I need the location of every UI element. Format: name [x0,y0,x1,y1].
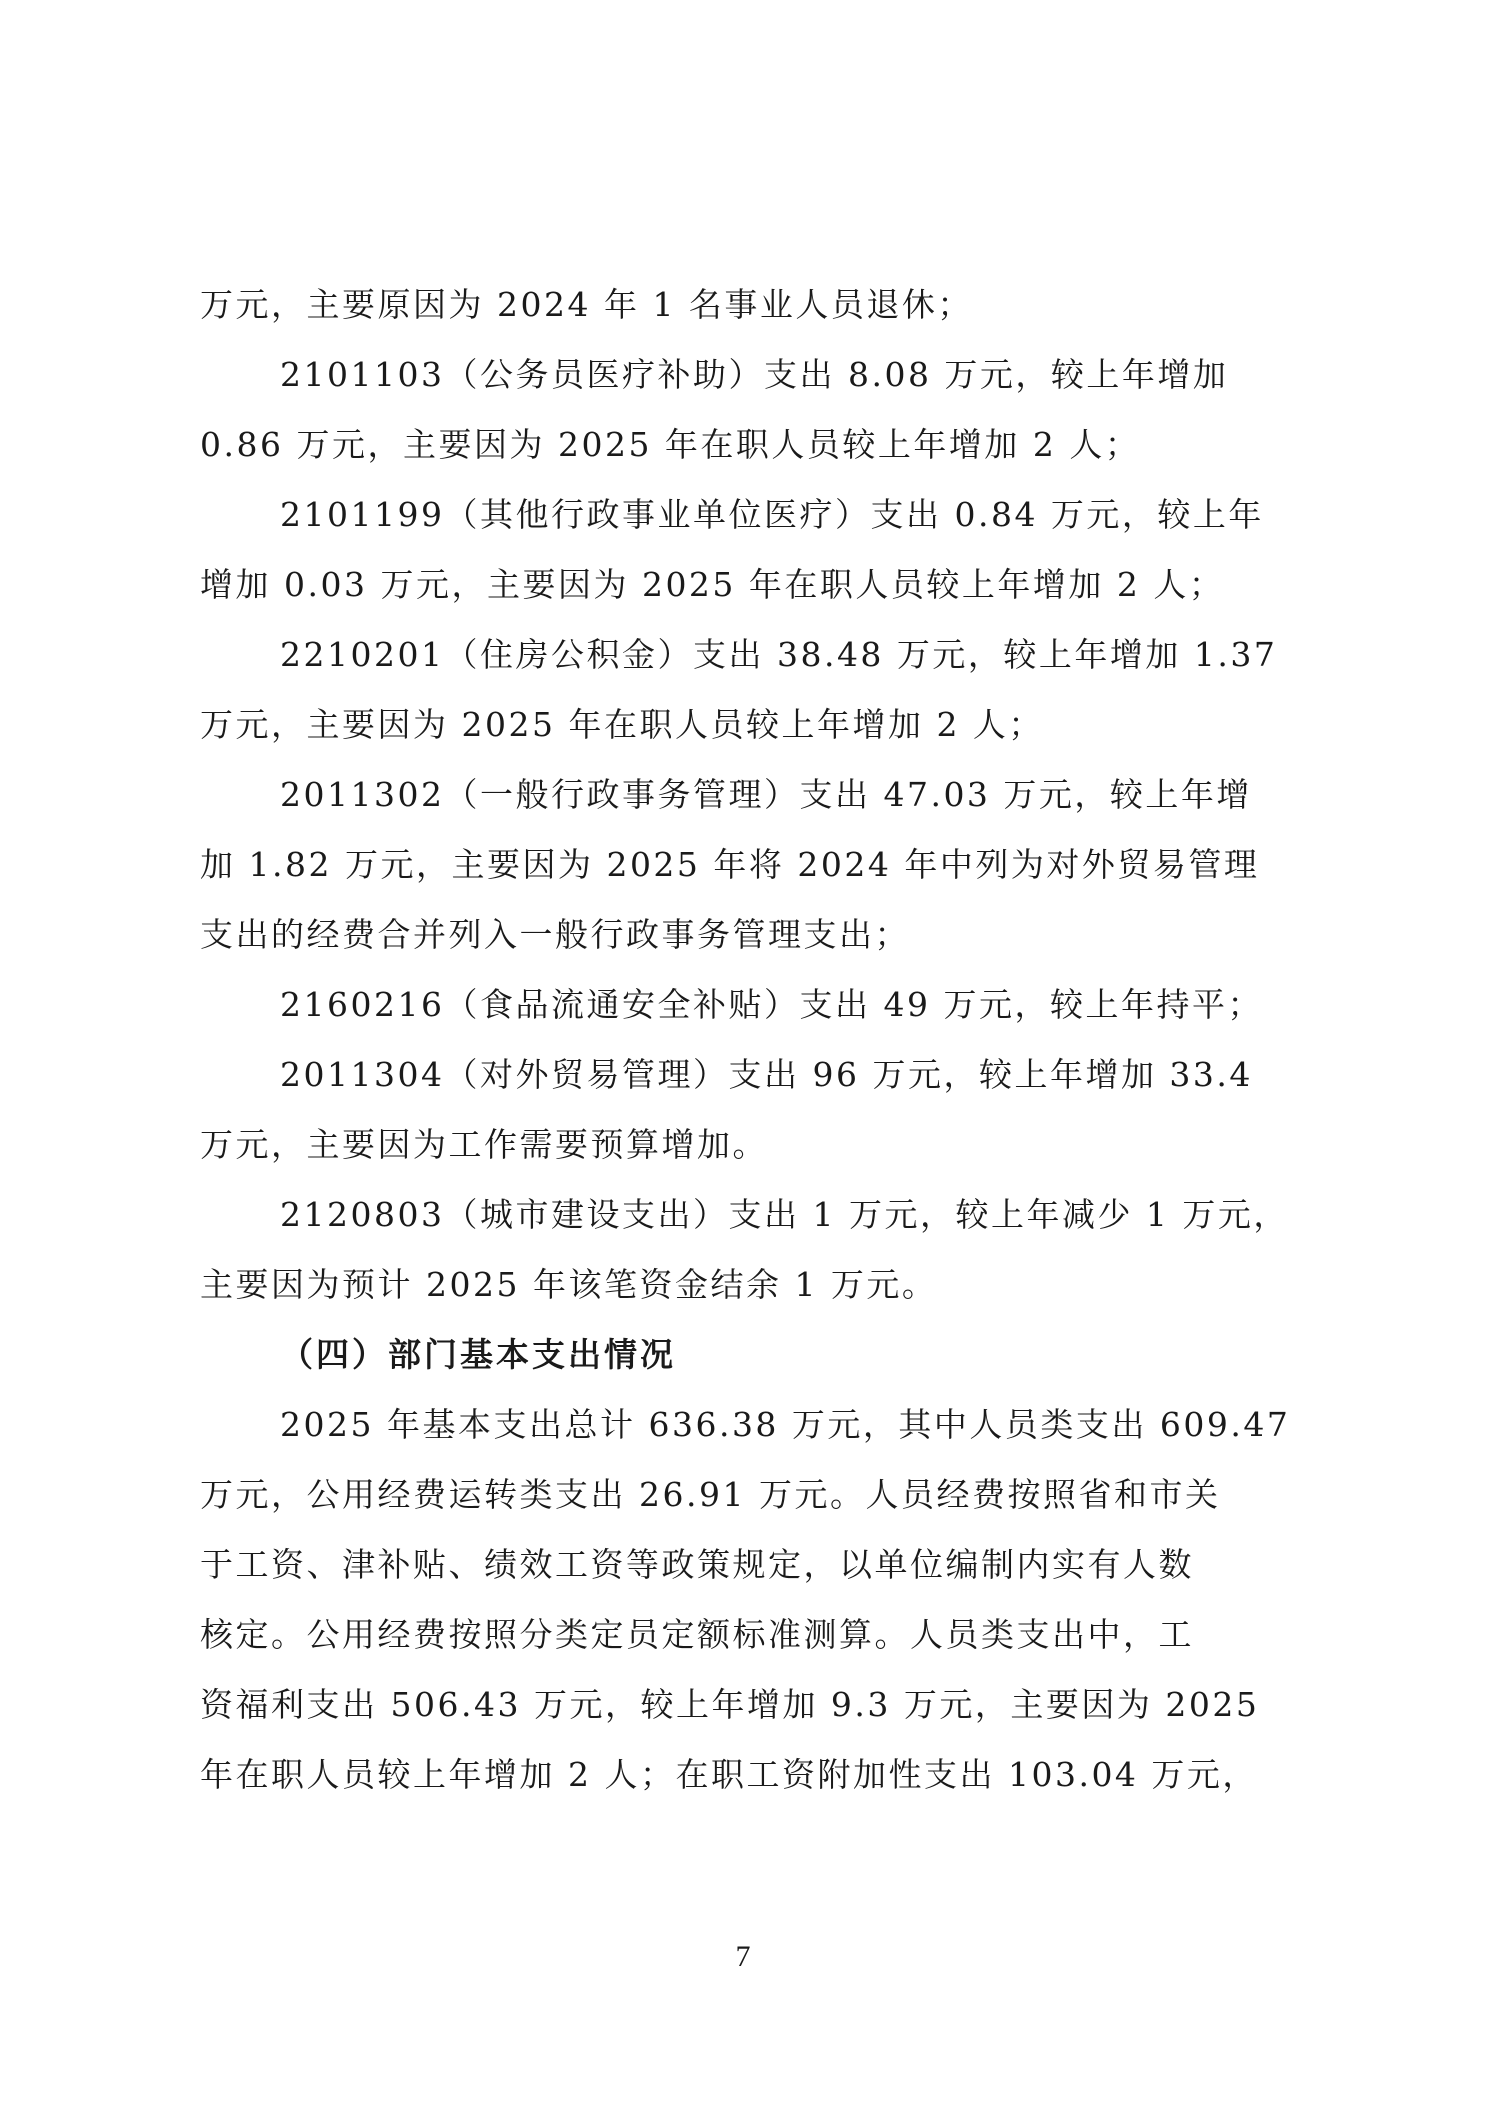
section-heading: （四）部门基本支出情况 [280,1335,676,1374]
text-line: 主要因为预计 2025 年该笔资金结余 1 万元。 [200,1265,938,1304]
text-line: 万元，主要因为 2025 年在职人员较上年增加 2 人； [200,705,1044,744]
text-line: 2011304（对外贸易管理）支出 96 万元，较上年增加 33.4 [280,1055,1253,1094]
page-number: 7 [735,1940,751,1973]
text-line: 于工资、津补贴、绩效工资等政策规定，以单位编制内实有人数 [200,1545,1194,1584]
text-line: 2025 年基本支出总计 636.38 万元，其中人员类支出 609.47 [280,1405,1291,1444]
text-line: 万元，主要原因为 2024 年 1 名事业人员退休； [200,285,973,324]
text-line: 资福利支出 506.43 万元，较上年增加 9.3 万元，主要因为 2025 [200,1685,1260,1724]
text-line: 核定。公用经费按照分类定员定额标准测算。人员类支出中，工 [200,1615,1194,1654]
text-line: 2210201（住房公积金）支出 38.48 万元，较上年增加 1.37 [280,635,1278,674]
text-line: 2101103（公务员医疗补助）支出 8.08 万元，较上年增加 [280,355,1229,394]
text-line: 0.86 万元，主要因为 2025 年在职人员较上年增加 2 人； [200,425,1141,464]
text-line: 2160216（食品流通安全补贴）支出 49 万元，较上年持平； [280,985,1263,1024]
text-line: 增加 0.03 万元，主要因为 2025 年在职人员较上年增加 2 人； [200,565,1225,604]
text-line: 加 1.82 万元，主要因为 2025 年将 2024 年中列为对外贸易管理 [200,845,1260,884]
text-line: 2011302（一般行政事务管理）支出 47.03 万元，较上年增 [280,775,1252,814]
text-line: 2101199（其他行政事业单位医疗）支出 0.84 万元，较上年 [280,495,1264,534]
text-line: 支出的经费合并列入一般行政事务管理支出； [200,915,910,954]
text-line: 万元，公用经费运转类支出 26.91 万元。人员经费按照省和市关 [200,1475,1221,1514]
body-text [200,270,1300,1810]
text-line: 年在职人员较上年增加 2 人；在职工资附加性支出 103.04 万元， [200,1755,1258,1794]
text-line: 万元，主要因为工作需要预算增加。 [200,1125,768,1164]
text-line: 2120803（城市建设支出）支出 1 万元，较上年减少 1 万元， [280,1195,1289,1234]
